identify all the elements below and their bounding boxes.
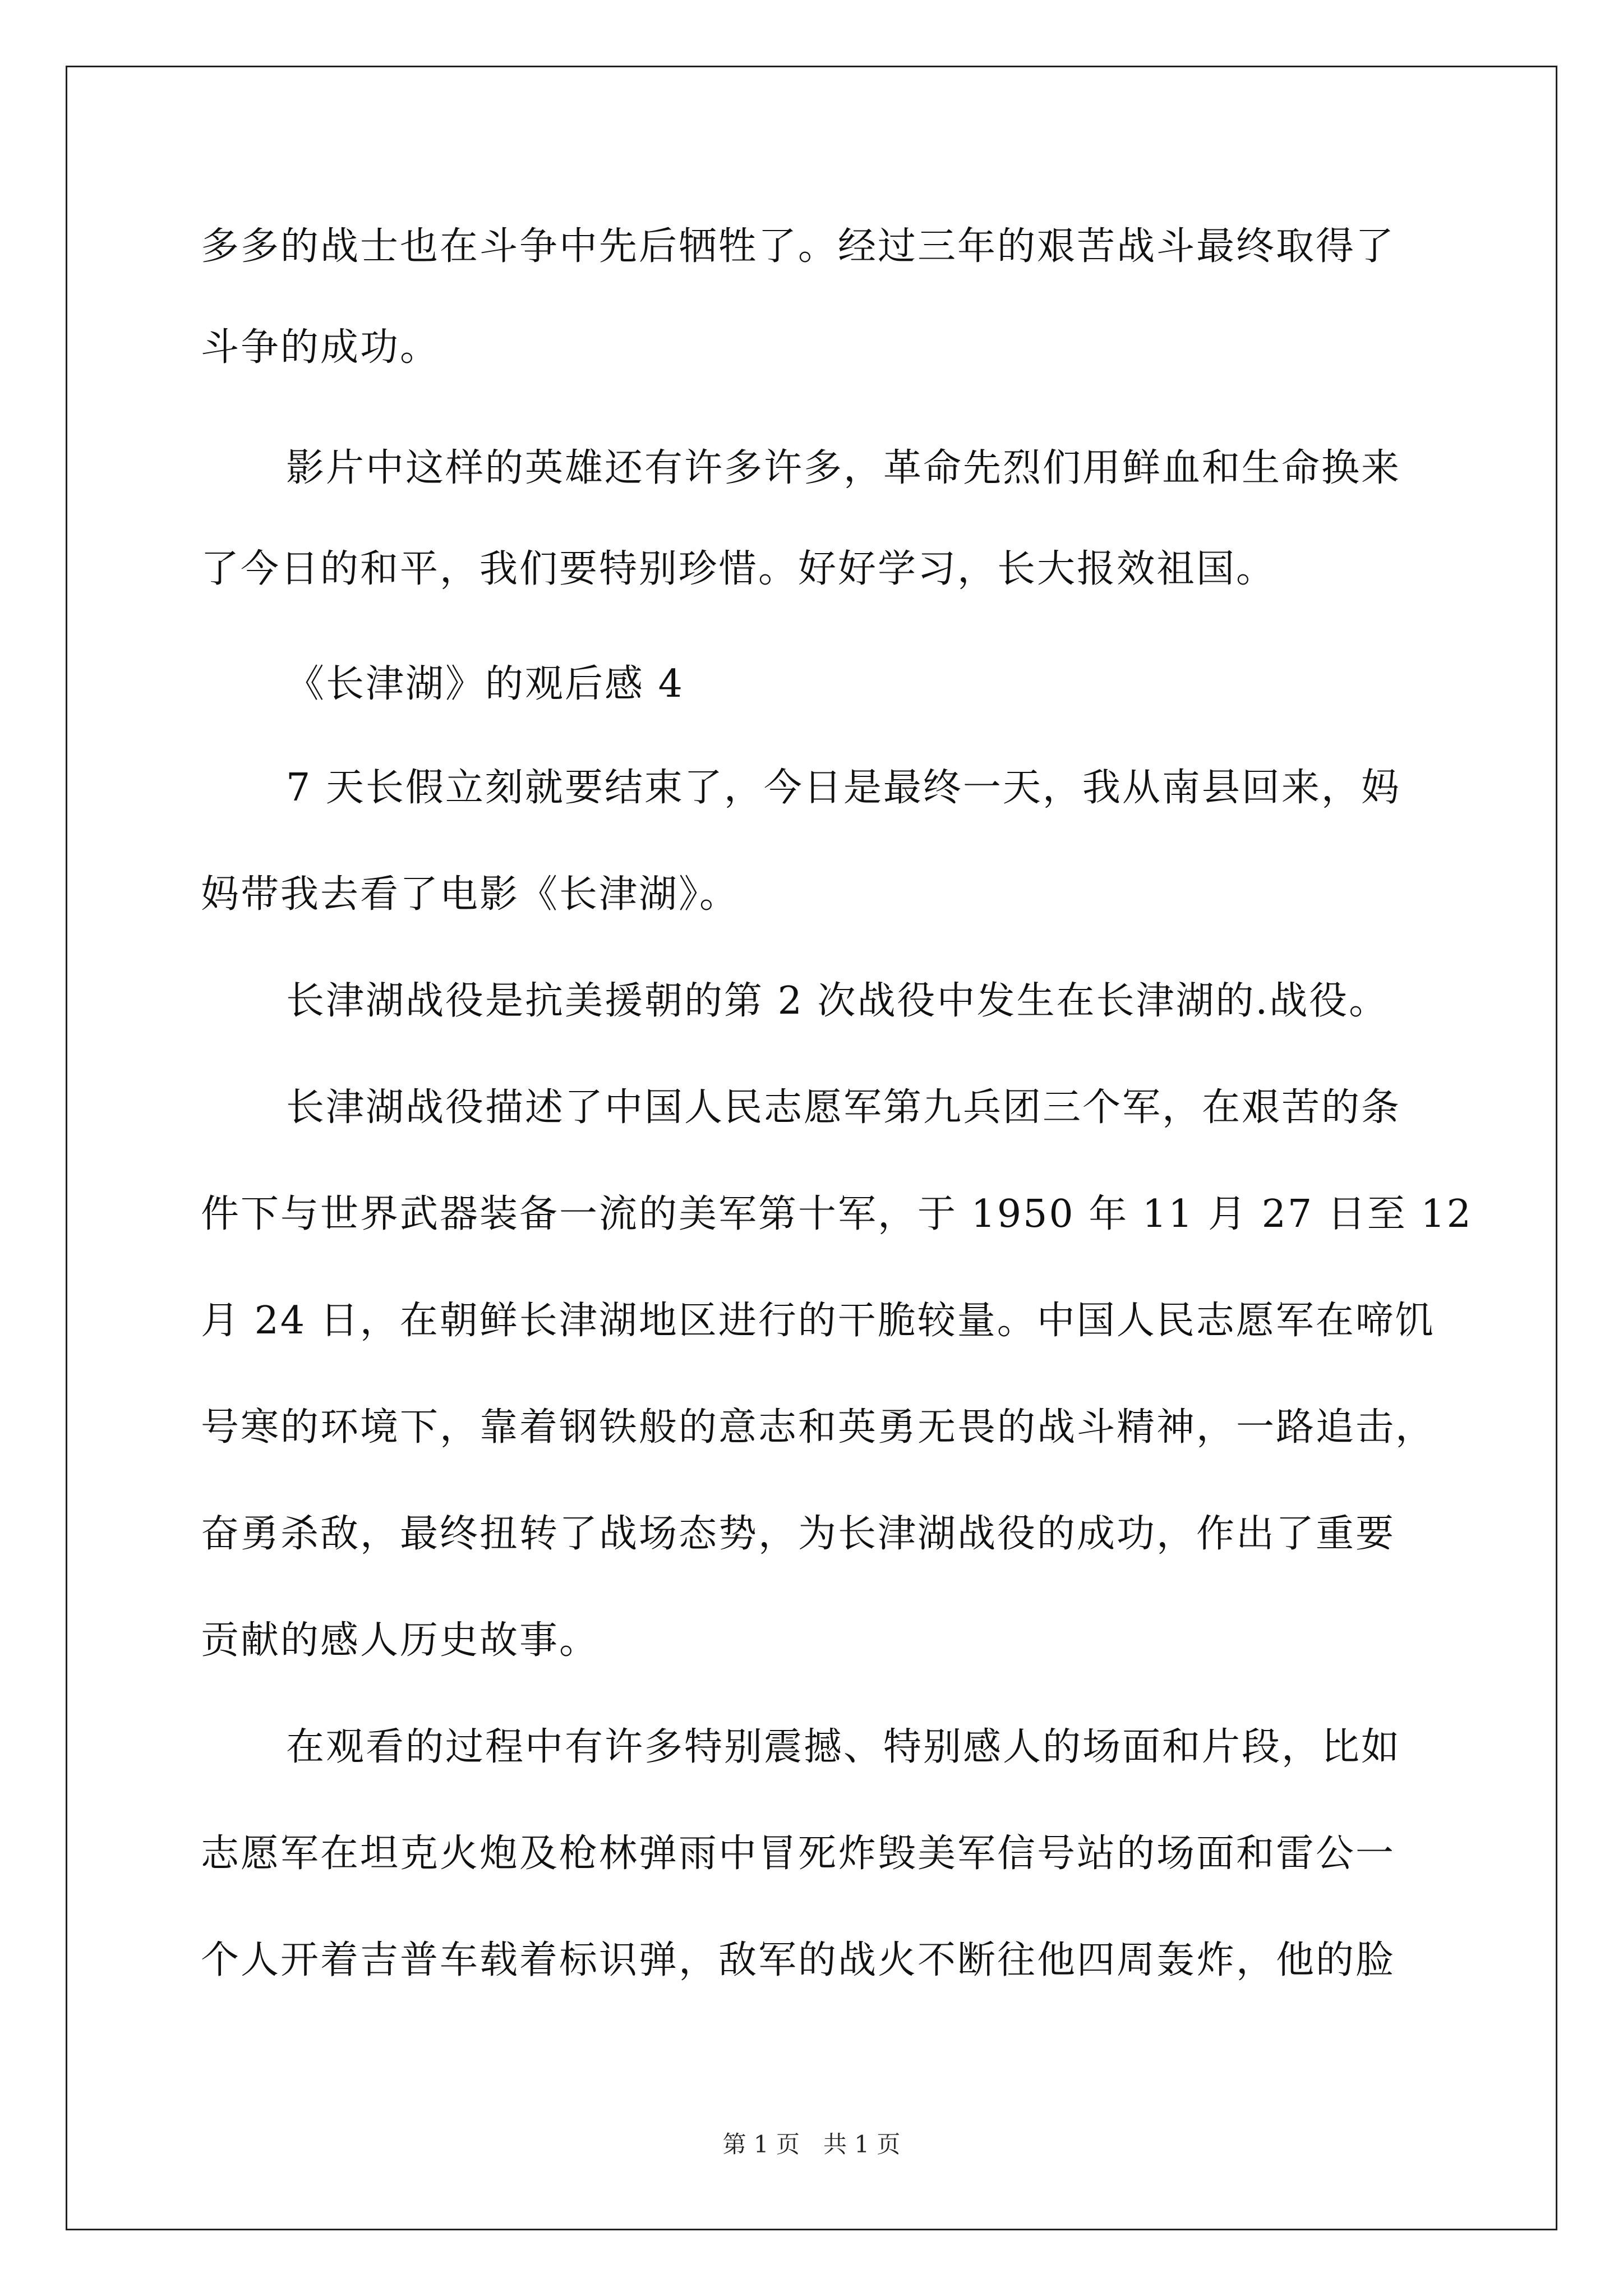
- text-line: 长津湖战役描述了中国人民志愿军第九兵团三个军，在艰苦的条: [286, 1085, 1401, 1130]
- text-line: 号寒的环境下，靠着钢铁般的意志和英勇无畏的战斗精神，一路追击，: [201, 1405, 1436, 1450]
- text-line: 志愿军在坦克火炮及枪林弹雨中冒死炸毁美军信号站的场面和雷公一: [201, 1832, 1396, 1876]
- page-footer: 第 1 页 共 1 页: [722, 2131, 901, 2158]
- text-line: 贡献的感人历史故事。: [201, 1618, 600, 1663]
- text-line: 妈带我去看了电影《长津湖》。: [201, 872, 740, 917]
- text-line: 奋勇杀敌，最终扭转了战场态势，为长津湖战役的成功，作出了重要: [201, 1512, 1396, 1556]
- text-line: 个人开着吉普车载着标识弹，敌军的战火不断往他四周轰炸，他的脸: [201, 1938, 1396, 1982]
- text-line: 斗争的成功。: [201, 325, 440, 370]
- text-line: 件下与世界武器装备一流的美军第十军，于 1950 年 11 月 27 日至 12: [201, 1192, 1473, 1236]
- text-line: 月 24 日，在朝鲜长津湖地区进行的干脆较量。中国人民志愿军在啼饥: [201, 1299, 1435, 1343]
- text-line: 了今日的和平，我们要特别珍惜。好好学习，长大报效祖国。: [201, 547, 1276, 591]
- section-heading: 《长津湖》的观后感 4: [286, 662, 684, 706]
- text-line: 长津湖战役是抗美援朝的第 2 次战役中发生在长津湖的.战役。: [286, 979, 1389, 1023]
- page-border: [66, 66, 1557, 2230]
- text-line: 多多的战士也在斗争中先后牺牲了。经过三年的艰苦战斗最终取得了: [201, 224, 1396, 269]
- text-line: 7 天长假立刻就要结束了，今日是最终一天，我从南县回来，妈: [286, 766, 1401, 810]
- text-line: 在观看的过程中有许多特别震撼、特别感人的场面和片段，比如: [286, 1725, 1401, 1769]
- text-line: 影片中这样的英雄还有许多许多，革命先烈们用鲜血和生命换来: [286, 446, 1401, 490]
